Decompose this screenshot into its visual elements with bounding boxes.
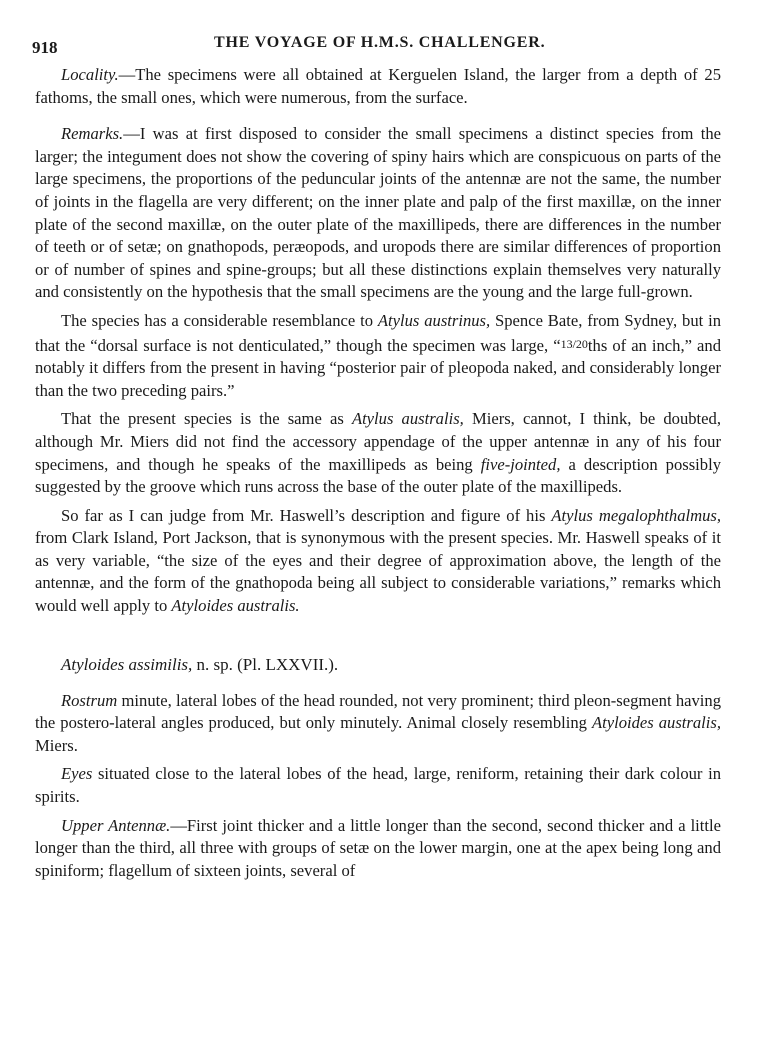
species-heading-rest: n. sp. (Pl. LXXVII.). <box>192 654 339 674</box>
running-head: THE VOYAGE OF H.M.S. CHALLENGER. <box>214 34 546 51</box>
species-heading-name: Atyloides assimilis, <box>61 654 193 674</box>
same-species-paragraph <box>35 408 721 498</box>
haswell-paragraph <box>35 505 721 618</box>
resemblance-paragraph <box>35 310 721 402</box>
species-name: Atyloides australis. <box>171 596 300 616</box>
text-run: situated close to the lateral lobes of the head, large, reniform, retaining their dark colour in spirits. <box>35 764 721 807</box>
text-run: ths of an inch,” and notably it differs from the present in having “posterior pair of pleopoda naked, and considerably longer than the two preceding pairs.” <box>35 335 721 400</box>
upper-antennae-label: Upper Antennæ. <box>61 815 171 835</box>
species-heading <box>35 654 721 676</box>
page-header <box>30 34 730 58</box>
italic-term: five-jointed, <box>480 454 561 474</box>
text-run: from Clark Island, Port Jackson, that is synonymous with the present species. Mr. Haswell speaks of it as very variable, “the size of the eyes and their degree of approximation above, the length of the antennæ, and the form of the gnathopoda being all subject to considerable variations,” remarks which would well apply to <box>35 528 721 616</box>
rostrum-label: Rostrum <box>61 690 118 710</box>
page-number: 918 <box>32 38 58 57</box>
text-run: minute, lateral lobes of the head rounded, not very prominent; third pleon-segment having the postero-lateral angles produced, but only minutely. Animal closely resembling <box>35 690 721 733</box>
species-name: Atylus austrinus, <box>377 310 491 330</box>
eyes-paragraph <box>35 763 721 808</box>
locality-label: Locality. <box>61 65 119 84</box>
upper-antennae-paragraph <box>35 815 721 883</box>
text-run: Spence Bate, from Sydney, but in that the “dorsal surface is not denticulated,” though the specimen was large, “ <box>35 310 721 355</box>
fraction: 13/20 <box>560 336 588 351</box>
text-run: That the present species is the same as <box>61 409 352 429</box>
eyes-label: Eyes <box>61 764 93 784</box>
species-name: Atylus megalophthalmus, <box>551 505 721 525</box>
text-run: The species has a considerable resemblance to <box>61 310 378 330</box>
species-name: Atylus australis, <box>351 409 464 429</box>
remarks-paragraph <box>35 123 721 304</box>
rostrum-paragraph <box>35 690 721 758</box>
text-run: So far as I can judge from Mr. Haswell’s description and figure of his <box>61 505 552 525</box>
text-run: Miers. <box>35 735 78 755</box>
text-run: a description possibly suggested by the groove which runs across the base of the outer plate of the maxillipeds. <box>35 454 722 497</box>
species-name: Atyloides australis, <box>591 713 721 733</box>
remarks-text: —I was at first disposed to consider the small specimens a distinct species from the larger; the integument does not show the covering of spiny hairs which are conspicuous on parts of the large specimens, the proportions of the peduncular joints of the antennæ are not the same, the number of joints in the flagella are very different; on the inner plate and palp of the first maxillæ, on the inner plate of the second maxillæ, on the outer plate of the maxillipeds, there are differences in the number of teeth or of setæ; on gnathopods, peræopods, and uropods there are similar differences of proportion or of number of spines and spine-groups; but all these distinctions explain themselves very naturally and consistently on the hypothesis that the small specimens are the young and the large full-grown. <box>35 124 721 302</box>
locality-text: —The specimens were all obtained at Kerguelen Island, the larger from a depth of 25 fathoms, the small ones, which were numerous, from the surface. <box>35 65 721 107</box>
remarks-label: Remarks. <box>61 124 124 144</box>
locality-paragraph <box>35 64 721 109</box>
page-body <box>35 64 721 882</box>
text-run: —First joint thicker and a little longer than the second, second thicker and a little longer than the third, all three with groups of setæ on the lower margin, one at the apex being long and spiniform; flagellum of sixteen joints, several of <box>35 815 721 880</box>
text-run: Miers, cannot, I think, be doubted, although Mr. Miers did not find the accessory appendage of the upper antennæ in any of his four specimens, and though he speaks of the maxillipeds as being <box>35 409 721 474</box>
